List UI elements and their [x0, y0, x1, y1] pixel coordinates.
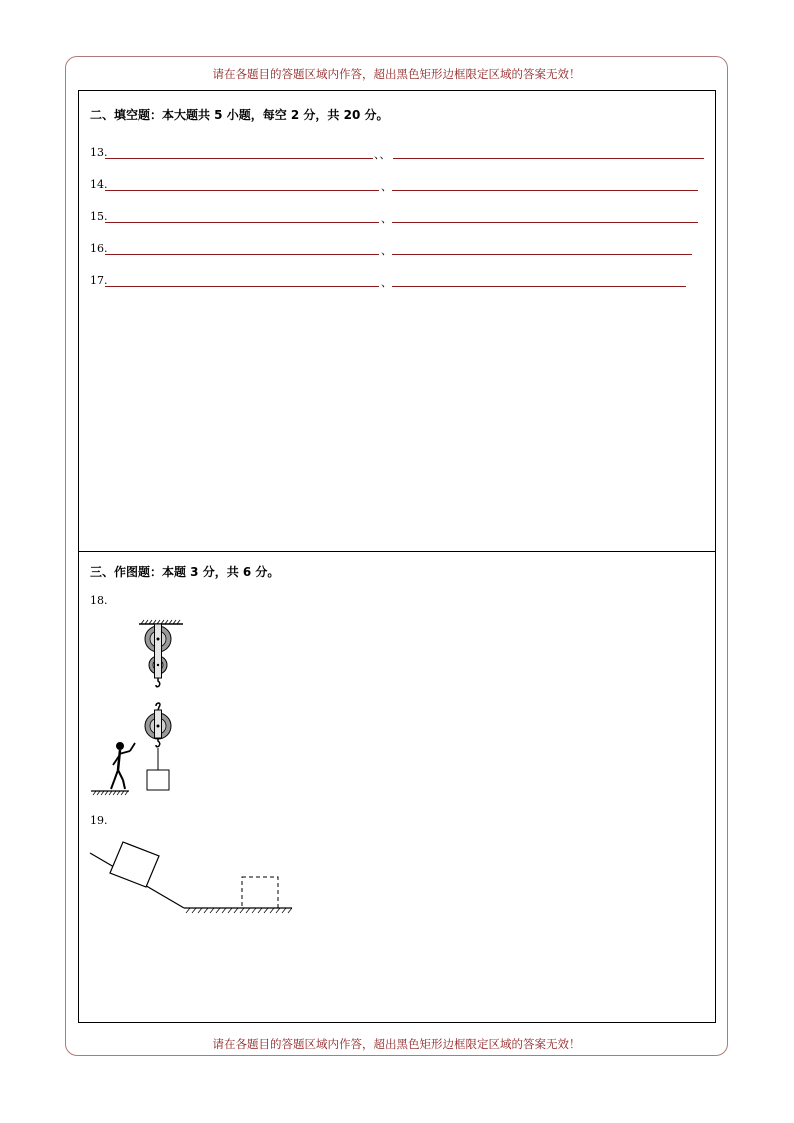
question-number: 14. [90, 178, 108, 191]
question-number: 15. [90, 210, 108, 223]
question-18-number: 18. [90, 594, 108, 607]
answer-blank[interactable] [105, 242, 379, 255]
bottom-notice: 请在各题目的答题区域内作答，超出黑色矩形边框限定区域的答案无效！ [212, 1037, 581, 1051]
separator: 、、 [374, 148, 391, 161]
answer-blank[interactable] [392, 274, 686, 287]
section2-heading: 二、填空题：本大题共 5 小题，每空 2 分，共 20 分。 [90, 108, 389, 122]
answer-blank[interactable] [393, 146, 704, 159]
answer-blank[interactable] [105, 146, 373, 159]
question-number: 16. [90, 242, 108, 255]
section3-heading: 三、作图题：本题 3 分，共 6 分。 [90, 565, 280, 579]
separator: 、 [381, 276, 392, 289]
section-divider [78, 551, 716, 552]
top-notice: 请在各题目的答题区域内作答，超出黑色矩形边框限定区域的答案无效！ [212, 67, 581, 81]
answer-blank[interactable] [105, 274, 379, 287]
separator: 、 [381, 244, 392, 257]
pulley-system-figure [85, 615, 195, 800]
answer-blank[interactable] [392, 242, 692, 255]
answer-blank[interactable] [105, 210, 379, 223]
separator: 、 [381, 212, 392, 225]
question-19-number: 19. [90, 814, 108, 827]
answer-blank[interactable] [105, 178, 379, 191]
question-number: 13. [90, 146, 108, 159]
answer-blank[interactable] [392, 210, 698, 223]
separator: 、 [381, 180, 392, 193]
question-number: 17. [90, 274, 108, 287]
answer-blank[interactable] [392, 178, 698, 191]
incline-figure [88, 835, 298, 920]
